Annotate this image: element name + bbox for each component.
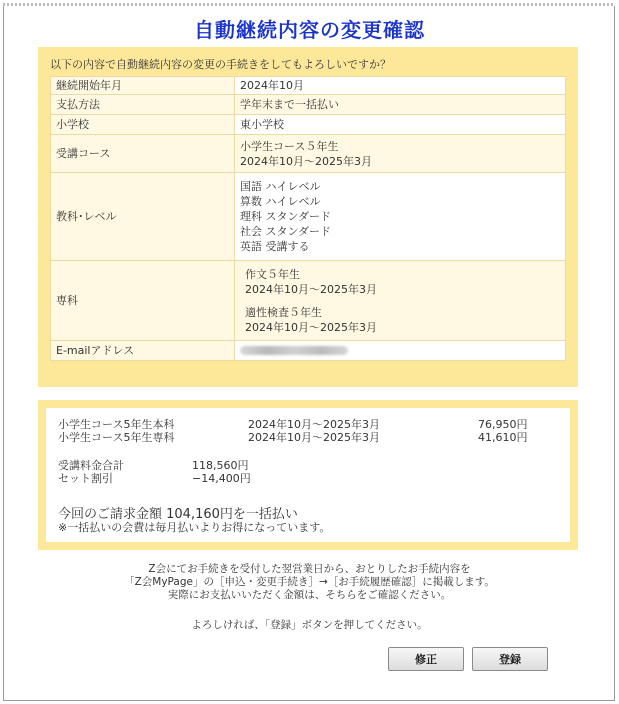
- fee-name: 小学生コース5年生本科: [58, 418, 175, 431]
- special-value: [235, 261, 566, 341]
- course-label: 受講コース: [51, 135, 235, 173]
- email-value: [235, 341, 566, 361]
- start-label: 継続開始年月: [51, 77, 235, 95]
- edit-button[interactable]: 修正: [388, 647, 464, 671]
- fee-period: 2024年10月～2025年3月: [248, 418, 380, 431]
- special-aptitude-period: 2024年10月～2025年3月: [245, 320, 377, 334]
- start-value: 2024年10月: [235, 77, 566, 95]
- course-period: 2024年10月～2025年3月: [240, 154, 372, 168]
- row-course: [51, 135, 566, 173]
- email-redacted: [240, 346, 348, 355]
- payment-value: 学年末まで一括払い: [235, 95, 566, 115]
- row-payment: [51, 95, 566, 115]
- special-essay-period: 2024年10月～2025年3月: [245, 282, 377, 296]
- notice-line: 「Z会MyPage」の［申込・変更手続き］→［お手続履歴確認］に掲載します。: [124, 576, 495, 588]
- row-subjects: [51, 173, 566, 261]
- details-panel: [38, 47, 578, 387]
- bill-note: ※一括払いの会費は毎月払いよりお得になっています。: [58, 521, 331, 534]
- notice-message: [0, 563, 619, 602]
- email-label: E-mailアドレス: [51, 341, 235, 361]
- intro-text: 以下の内容で自動継続内容の変更の手続きをしてもよろしいですか？: [50, 58, 391, 71]
- subject-japanese: 国語 ハイレベル: [240, 180, 321, 193]
- payment-label: 支払方法: [51, 95, 235, 115]
- page-title: 自動継続内容の変更確認: [194, 18, 425, 42]
- notice-line: 実際にお支払いいただく金額は、そちらをご確認ください。: [167, 589, 452, 601]
- special-essay: 作文５年生: [245, 267, 300, 281]
- row-special: [51, 261, 566, 341]
- row-email: [51, 341, 566, 361]
- fee-name: 小学生コース5年生専科: [58, 431, 175, 444]
- details-table: [50, 76, 566, 361]
- register-button[interactable]: 登録: [472, 647, 548, 671]
- total-label: 受講料金合計: [58, 459, 124, 472]
- discount-label: セット割引: [58, 472, 113, 485]
- row-start: [51, 77, 566, 95]
- course-name: 小学生コース５年生: [240, 139, 339, 153]
- subject-math: 算数 ハイレベル: [240, 195, 321, 208]
- school-value: 東小学校: [235, 115, 566, 135]
- course-value: [235, 135, 566, 173]
- bill-amount: 今回のご請求金額 104,160円を一括払い: [58, 507, 298, 522]
- fee-amount: 76,950円: [478, 418, 528, 431]
- special-label: 専科: [51, 261, 235, 341]
- frame-top-border: [3, 3, 615, 6]
- special-spacer: [245, 297, 560, 305]
- subject-social: 社会 スタンダード: [240, 225, 332, 238]
- fee-panel: [38, 400, 578, 550]
- school-label: 小学校: [51, 115, 235, 135]
- confirm-message: よろしければ、「登録」ボタンを押してください。: [191, 619, 428, 631]
- fee-panel-inner: [46, 408, 570, 542]
- subject-science: 理科 スタンダード: [240, 210, 332, 223]
- total-amount: 118,560円: [192, 459, 249, 472]
- subjects-label: 教科･レベル: [51, 173, 235, 261]
- fee-amount: 41,610円: [478, 431, 528, 444]
- subjects-value: [235, 173, 566, 261]
- special-aptitude: 適性検査５年生: [245, 305, 322, 319]
- fee-period: 2024年10月～2025年3月: [248, 431, 380, 444]
- subject-english: 英語 受講する: [240, 240, 310, 253]
- discount-amount: −14,400円: [192, 472, 251, 485]
- row-school: [51, 115, 566, 135]
- notice-line: Z会にてお手続きを受付した翌営業日から、おとりしたお手続内容を: [148, 563, 471, 575]
